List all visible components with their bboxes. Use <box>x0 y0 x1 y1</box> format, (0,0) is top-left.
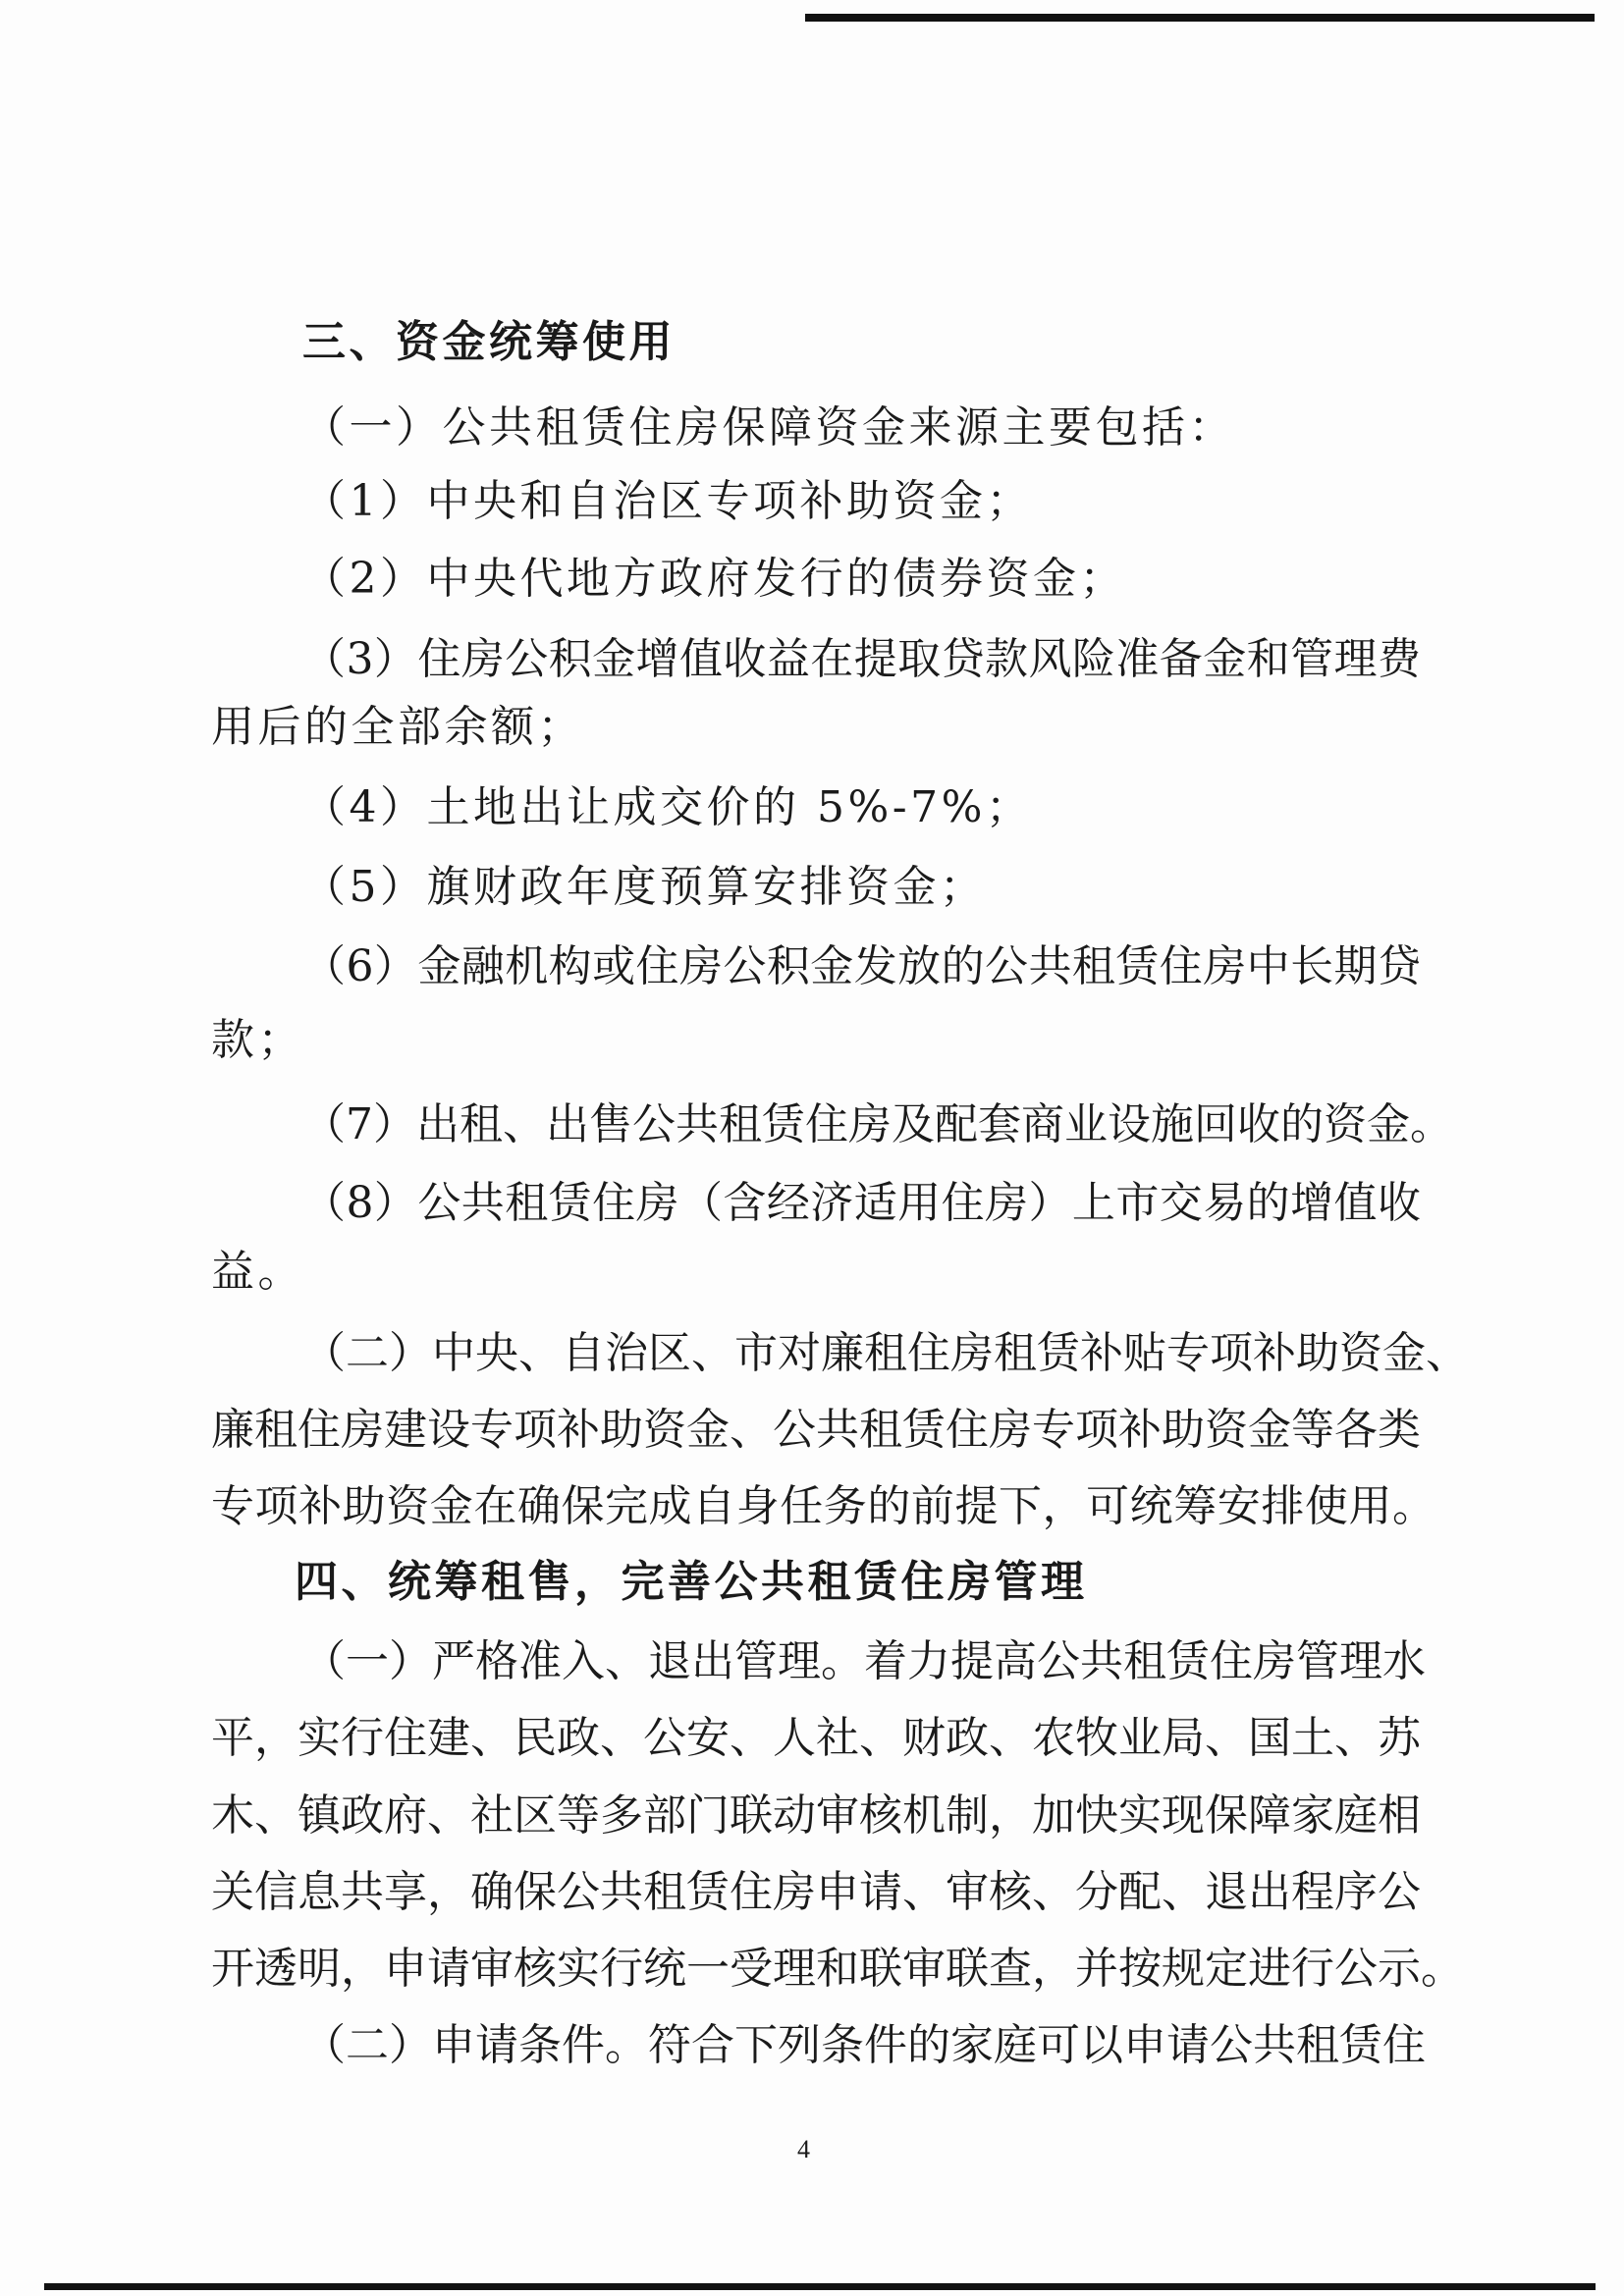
paragraph-line: 木、镇政府、社区等多部门联动审核机制，加快实现保障家庭相 <box>211 1790 1421 1841</box>
scan-edge-top <box>805 14 1595 22</box>
page-number: 4 <box>797 2135 810 2163</box>
list-item: （4）土地出让成交价的 5%-7%； <box>302 782 1033 832</box>
paragraph-line: 专项补助资金在确保完成自身任务的前提下，可统筹安排使用。 <box>211 1481 1435 1531</box>
paragraph-line: （一）严格准入、退出管理。着力提高公共租赁住房管理水 <box>302 1636 1426 1686</box>
scan-edge-bottom <box>44 2283 1596 2290</box>
list-item: （6）金融机构或住房公积金发放的公共租赁住房中长期贷 <box>302 941 1421 991</box>
list-item: （8）公共租赁住房（含经济适用住房）上市交易的增值收 <box>302 1178 1421 1228</box>
list-item: （3）住房公积金增值收益在提取贷款风险准备金和管理费 <box>302 634 1421 684</box>
paragraph-line: 廉租住房建设专项补助资金、公共租赁住房专项补助资金等各类 <box>211 1405 1421 1455</box>
paragraph-line: 关信息共享，确保公共租赁住房申请、审核、分配、退出程序公 <box>211 1867 1421 1917</box>
list-item: （2）中央代地方政府发行的债券资金； <box>302 554 1126 604</box>
paragraph-line: （二）中央、自治区、市对廉租住房租赁补贴专项补助资金、 <box>302 1328 1469 1378</box>
list-item-continued: 用后的全部余额； <box>211 702 584 752</box>
list-item-continued: 款； <box>211 1015 304 1065</box>
paragraph-line: （二）申请条件。符合下列条件的家庭可以申请公共租赁住 <box>302 2020 1426 2070</box>
list-item: （1）中央和自治区专项补助资金； <box>302 476 1033 526</box>
paragraph-line: （一）公共租赁住房保障资金来源主要包括： <box>302 402 1235 453</box>
paragraph-line: 平，实行住建、民政、公安、人社、财政、农牧业局、国土、苏 <box>211 1713 1421 1763</box>
list-item: （7）出租、出售公共租赁住房及配套商业设施回收的资金。 <box>302 1099 1453 1149</box>
paragraph-line: 开透明，申请审核实行统一受理和联审联查，并按规定进行公示。 <box>211 1944 1464 1994</box>
section-heading: 四、统筹租售，完善公共租赁住房管理 <box>295 1557 1088 1607</box>
list-item: （5）旗财政年度预算安排资金； <box>302 862 987 912</box>
list-item-continued: 益。 <box>211 1247 304 1297</box>
section-heading: 三、资金统筹使用 <box>302 317 676 367</box>
